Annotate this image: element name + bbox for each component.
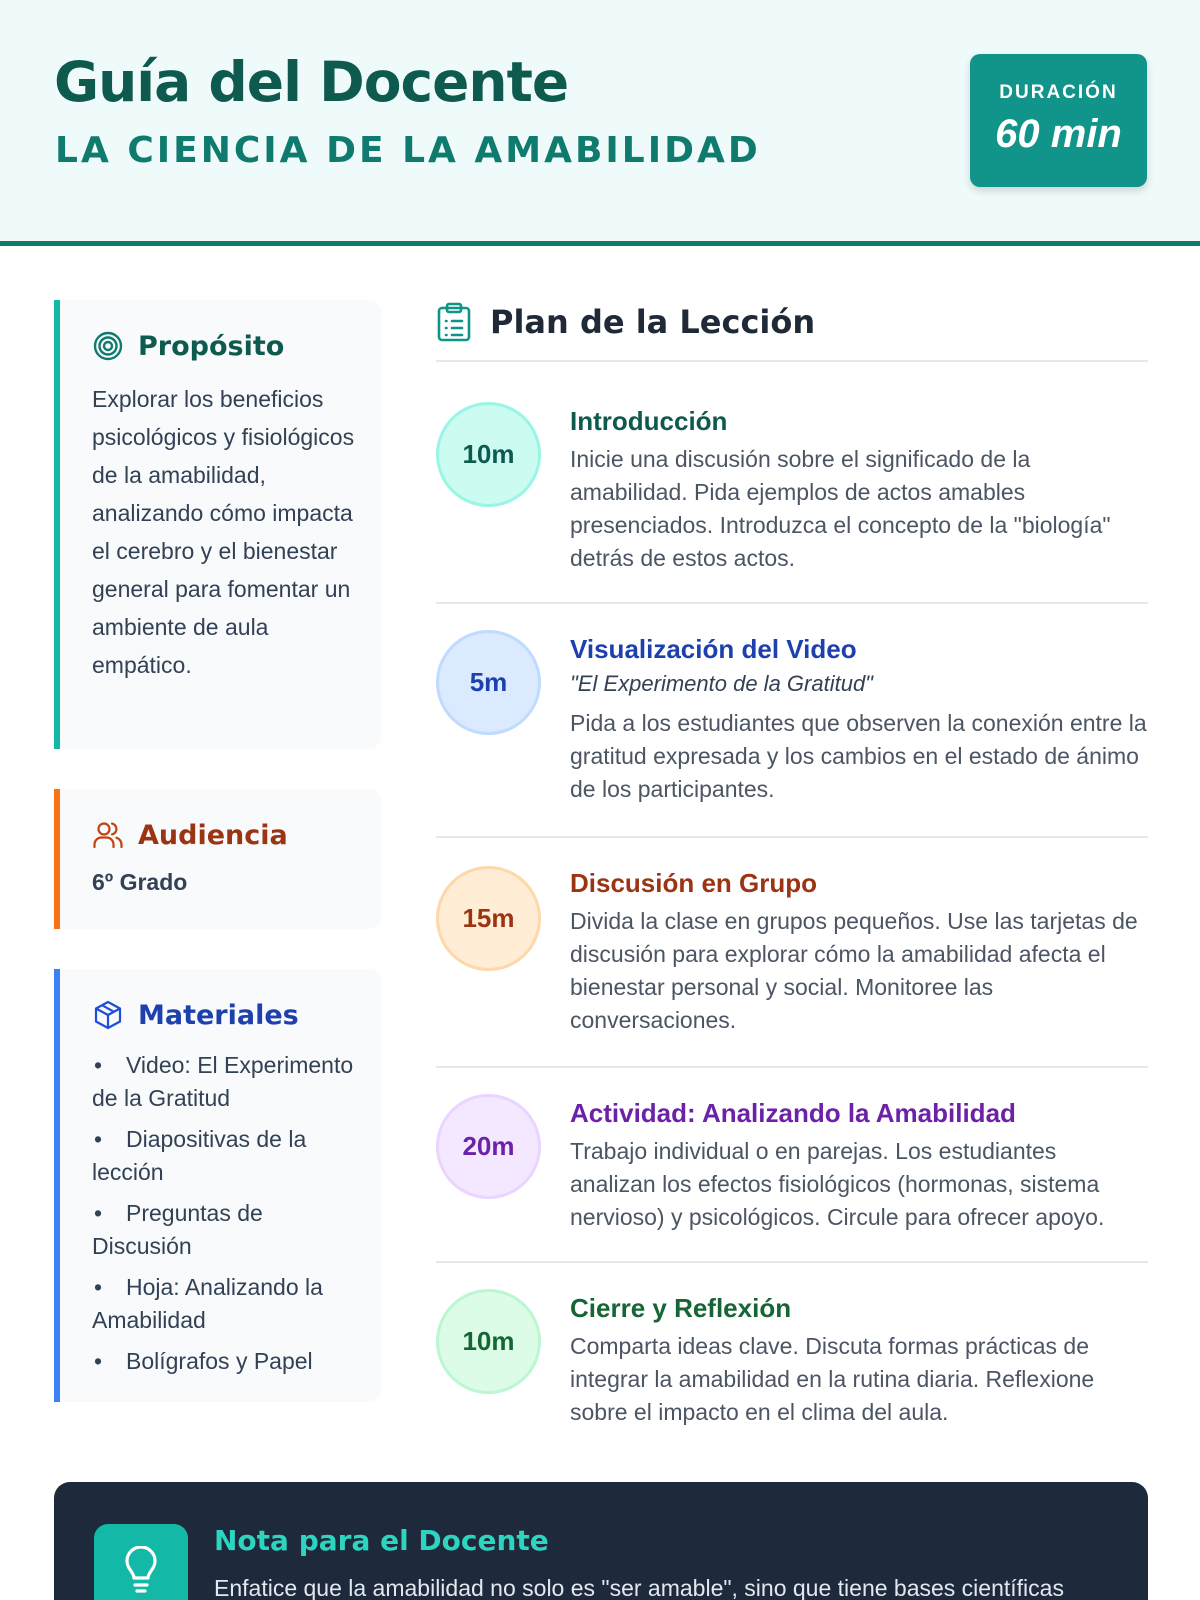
step-content: [570, 1293, 1148, 1429]
step-description: Trabajo individual o en parejas. Los estudiantes analizan los efectos fisiológicos (hormonas, sistema nervioso) y psicológicos. Circule para ofrecer apoyo.: [570, 1138, 1105, 1230]
plan-header: [436, 302, 815, 342]
audience-card: [54, 789, 381, 929]
step-time-badge: 5m: [436, 630, 541, 735]
step-title: Discusión en Grupo: [570, 868, 818, 898]
step-time-badge: 15m: [436, 866, 541, 971]
page-header: [0, 0, 1200, 246]
step-description: Divida la clase en grupos pequeños. Use las tarjetas de discusión para explorar cómo la amabilidad afecta el bienestar personal y social. Monitoree las conversaciones.: [570, 908, 1138, 1033]
step-video-title: "El Experimento de la Gratitud": [570, 671, 873, 696]
materials-item: • Hoja: Analizando la Amabilidad: [92, 1271, 362, 1337]
step-content: [570, 406, 1148, 575]
duration-badge: [970, 54, 1147, 187]
step-description: Pida a los estudiantes que observen la conexión entre la gratitud expresada y los cambios en el estado de ánimo de los participantes.: [570, 710, 1147, 802]
page-subtitle: LA CIENCIA DE LA AMABILIDAD: [55, 130, 761, 171]
duration-value: 60 min: [995, 112, 1122, 156]
clipboard-icon: [436, 302, 472, 342]
audience-title: Audiencia: [138, 819, 288, 851]
note-icon-box: [94, 1524, 188, 1600]
teacher-note: [54, 1482, 1148, 1600]
step-content: [570, 634, 1148, 806]
step-title: Cierre y Reflexión: [570, 1293, 792, 1323]
materials-item: • Video: El Experimento de la Gratitud: [92, 1049, 362, 1115]
step-time-badge: 10m: [436, 402, 541, 507]
step-content: [570, 1098, 1148, 1234]
materials-card: [54, 969, 381, 1402]
divider: [436, 1066, 1148, 1068]
materials-item: • Diapositivas de la lección: [92, 1123, 362, 1189]
page-title: Guía del Docente: [54, 50, 569, 114]
purpose-card: [54, 300, 381, 749]
step-description: Inicie una discusión sobre el significado de la amabilidad. Pida ejemplos de actos amables presenciados. Introduzca el concepto de la "biología" detrás de estos actos.: [570, 446, 1111, 571]
divider: [436, 602, 1148, 604]
note-title: Nota para el Docente: [214, 1524, 549, 1557]
purpose-text: Explorar los beneficios psicológicos y fisiológicos de la amabilidad, analizando cómo impacta el cerebro y el bienestar general para fomentar un ambiente de aula empático.: [92, 386, 355, 678]
materials-item: • Bolígrafos y Papel: [92, 1345, 362, 1378]
divider: [436, 360, 1148, 362]
users-icon: [92, 819, 124, 851]
audience-header: [92, 819, 288, 851]
step-title: Visualización del Video: [570, 634, 857, 664]
audience-text: 6º Grado: [92, 869, 188, 895]
lightbulb-icon: [118, 1546, 164, 1596]
step-time-badge: 20m: [436, 1094, 541, 1199]
divider: [436, 1261, 1148, 1263]
purpose-header: [92, 330, 284, 362]
plan-title: Plan de la Lección: [490, 303, 816, 341]
purpose-title: Propósito: [138, 330, 285, 362]
target-icon: [92, 330, 124, 362]
step-title: Actividad: Analizando la Amabilidad: [570, 1098, 1016, 1128]
duration-label: DURACIÓN: [999, 82, 1118, 103]
step-time-badge: 10m: [436, 1289, 541, 1394]
note-text: Enfatice que la amabilidad no solo es "ser amable", sino que tiene bases científicas: [214, 1575, 1064, 1600]
box-icon: [92, 999, 124, 1031]
step-content: [570, 868, 1148, 1037]
materials-item: • Preguntas de Discusión: [92, 1197, 362, 1263]
materials-header: [92, 999, 299, 1031]
materials-title: Materiales: [138, 999, 299, 1031]
divider: [436, 836, 1148, 838]
materials-list: [92, 1049, 362, 1386]
step-title: Introducción: [570, 406, 728, 436]
step-description: Comparta ideas clave. Discuta formas prácticas de integrar la amabilidad en la rutina diaria. Reflexione sobre el impacto en el clima del aula.: [570, 1333, 1095, 1425]
